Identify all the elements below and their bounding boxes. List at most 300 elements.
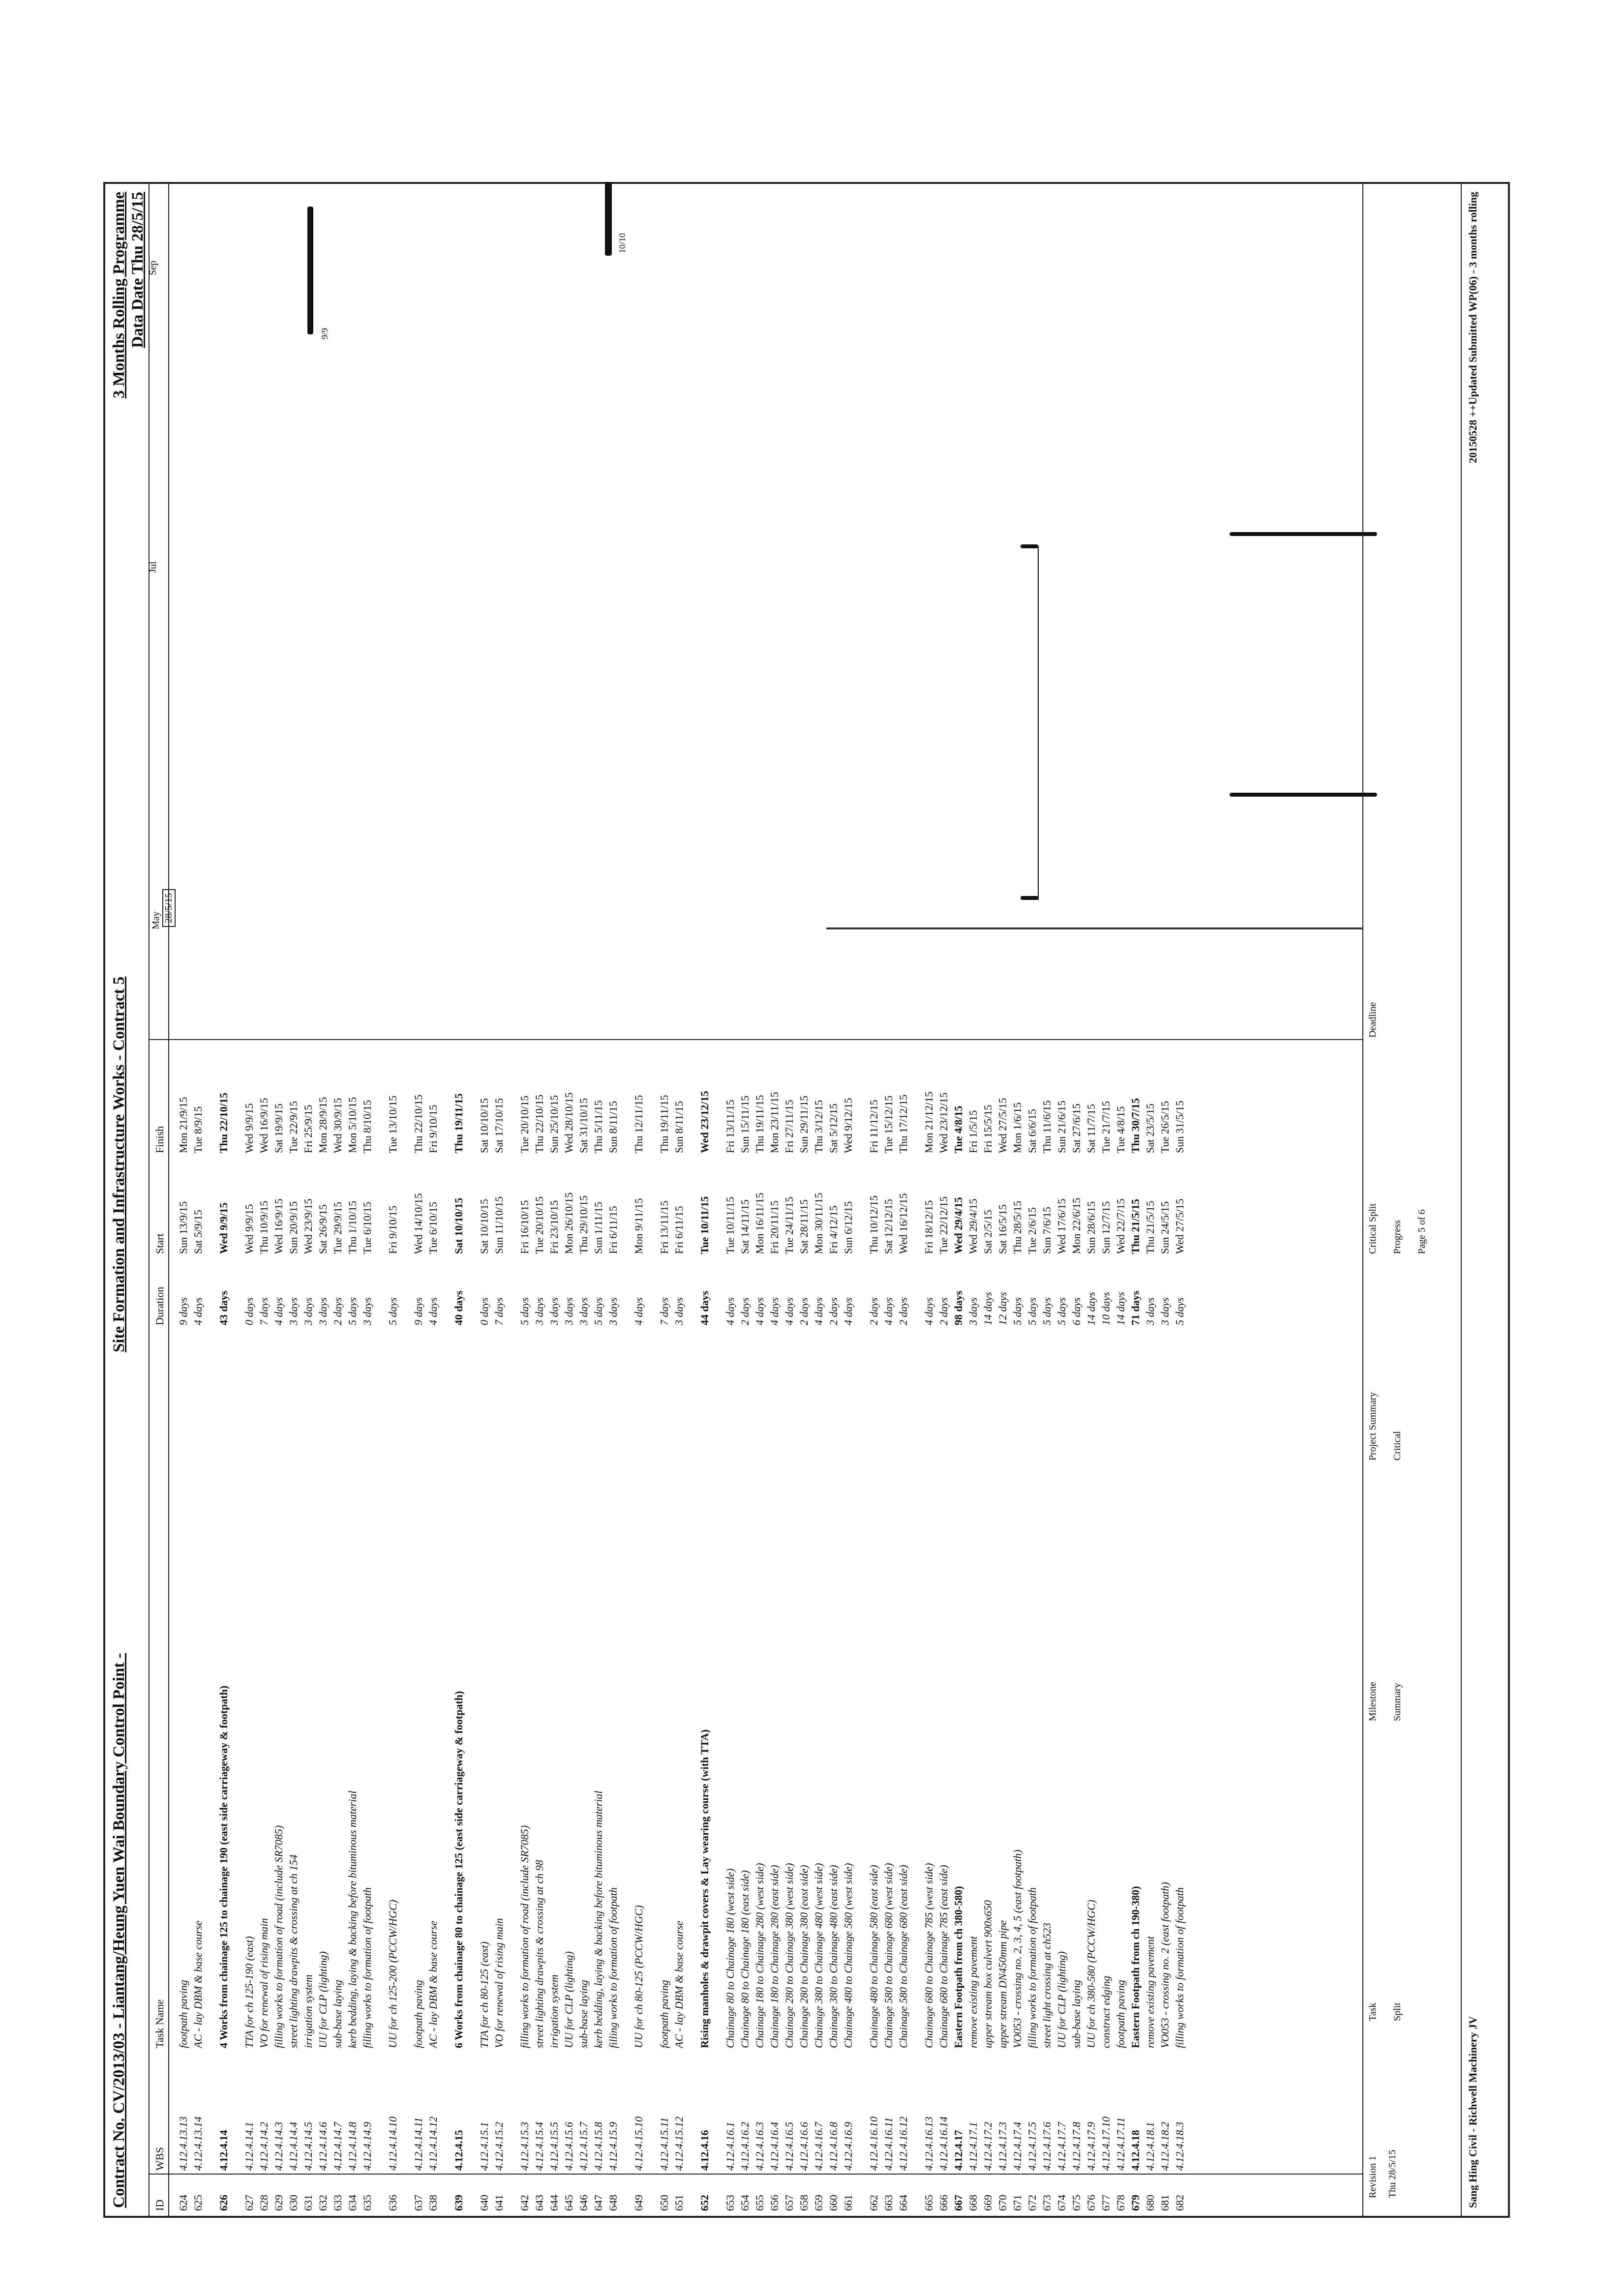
task-wbs: 4.12.4.16.6: [798, 2122, 810, 2171]
task-finish: Mon 21/12/15: [923, 1091, 935, 1153]
task-name: TTA for ch 125-190 (east): [243, 1936, 255, 2048]
task-id: 629: [272, 2195, 285, 2211]
task-start: Tue 10/11/15: [698, 1196, 711, 1254]
task-wbs: 4.12.4.16.8: [827, 2122, 840, 2171]
legend-summary: Summary: [1392, 1683, 1403, 1721]
data-date: Data Date Thu 28/5/15: [129, 192, 147, 348]
task-name: Chainage 380 to Chainage 480 (west side): [812, 1863, 825, 2048]
task-start: Wed 16/12/15: [897, 1193, 909, 1254]
task-name: Chainage 680 to Chainage 785 (west side): [923, 1863, 935, 2048]
task-start: Sun 24/5/15: [1159, 1201, 1171, 1254]
task-id: 659: [812, 2195, 825, 2211]
task-start: Tue 29/9/15: [331, 1201, 344, 1254]
month-sep: Sep: [148, 261, 158, 275]
task-id: 663: [882, 2195, 895, 2211]
gantt-bar-679-end: [1230, 532, 1377, 536]
task-duration: 3 days: [563, 1297, 575, 1325]
task-id: 631: [302, 2195, 314, 2211]
task-finish: Fri 15/5/15: [982, 1104, 994, 1153]
task-duration: 14 days: [1085, 1292, 1097, 1325]
task-id: 635: [361, 2195, 373, 2211]
task-start: Sun 28/6/15: [1085, 1201, 1097, 1254]
task-id: 656: [768, 2195, 781, 2211]
task-start: Sat 2/5/15: [982, 1210, 994, 1254]
task-name: Eastern Footpath from ch 380-580): [952, 1886, 964, 2048]
month-may: May: [150, 911, 161, 929]
task-wbs: 4.12.4.14: [217, 2130, 230, 2171]
task-id: 679: [1129, 2195, 1142, 2211]
task-duration: 2 days: [897, 1297, 909, 1325]
task-start: Fri 23/10/15: [548, 1200, 560, 1254]
task-duration: 4 days: [882, 1297, 895, 1325]
task-wbs: 4.12.4.14.8: [346, 2122, 359, 2171]
task-id: 676: [1085, 2195, 1097, 2211]
column-header-rule: [168, 182, 169, 2218]
task-start: Thu 10/9/15: [258, 1200, 270, 1254]
task-id: 651: [673, 2195, 685, 2211]
task-name: remove existing pavement: [1144, 1936, 1156, 2048]
task-finish: Tue 8/9/15: [192, 1106, 204, 1153]
task-duration: 3 days: [967, 1297, 979, 1325]
task-name: filling works to formation of footpath: [1173, 1887, 1186, 2048]
task-wbs: 4.12.4.15.7: [577, 2122, 590, 2171]
task-finish: Mon 5/10/15: [346, 1097, 359, 1153]
footer-note: 20150528 ++Updated Submitted WP(06) - 3 months rolling: [1467, 192, 1479, 463]
page-number: Page 5 of 6: [1416, 1209, 1427, 1254]
task-name: VO for renewal of rising main: [493, 1918, 505, 2048]
col-id: ID: [153, 2199, 166, 2211]
task-start: Wed 27/5/15: [1173, 1198, 1186, 1254]
task-wbs: 4.12.4.16.11: [882, 2117, 895, 2171]
task-wbs: 4.12.4.14.6: [317, 2122, 329, 2171]
task-name: footpath paving: [177, 1980, 189, 2048]
task-name: sub-base laying: [331, 1980, 344, 2048]
task-start: Fri 9/10/15: [387, 1205, 399, 1254]
task-start: Thu 28/5/15: [1011, 1200, 1023, 1254]
task-id: 673: [1041, 2195, 1053, 2211]
task-name: street lighting drawpits & crossing at ch 98: [533, 1860, 545, 2048]
task-finish: Sun 29/11/15: [798, 1095, 810, 1153]
task-finish: Thu 22/10/15: [217, 1093, 230, 1153]
site-title: Site Formation and Infrastructure Works - Contract 5: [110, 976, 128, 1352]
task-start: Sat 26/9/15: [317, 1204, 329, 1254]
task-id: 650: [658, 2195, 670, 2211]
gantt-bar-626: [307, 207, 313, 334]
task-start: Wed 9/9/15: [243, 1204, 255, 1254]
task-finish: Thu 19/11/15: [658, 1095, 670, 1153]
task-duration: 9 days: [412, 1297, 424, 1325]
task-id: 644: [548, 2195, 560, 2211]
task-name: Chainage 480 to Chainage 580 (east side): [868, 1865, 880, 2048]
task-duration: 7 days: [658, 1297, 670, 1325]
task-name: UU for CLP (lighting): [563, 1951, 575, 2048]
task-duration: 4 days: [842, 1297, 854, 1325]
task-id: 658: [798, 2195, 810, 2211]
task-wbs: 4.12.4.14.2: [258, 2122, 270, 2171]
task-name: Chainage 580 to Chainage 680 (west side): [882, 1863, 895, 2048]
task-id: 680: [1144, 2195, 1156, 2211]
task-id: 627: [243, 2195, 255, 2211]
task-name: VO053 - crossing no. 2, 3, 4, 5 (east footpath): [1011, 1849, 1023, 2048]
task-duration: 3 days: [607, 1297, 619, 1325]
task-finish: Thu 22/10/15: [533, 1094, 545, 1153]
task-finish: Sat 17/10/15: [493, 1098, 505, 1153]
task-name: sub-base laying: [577, 1980, 590, 2048]
task-name: VO053 - crossing no. 2 (east footpath): [1159, 1882, 1171, 2048]
task-start: Mon 30/11/15: [812, 1193, 825, 1254]
task-id: 625: [192, 2195, 204, 2211]
task-id: 632: [317, 2195, 329, 2211]
task-name: UU for CLP (lighting): [1055, 1951, 1068, 2048]
task-duration: 3 days: [287, 1297, 300, 1325]
task-wbs: 4.12.4.15.2: [493, 2122, 505, 2171]
task-name: footpath paving: [658, 1980, 670, 2048]
task-id: 657: [783, 2195, 795, 2211]
task-name: filling works to formation of road (include SR7085): [272, 1825, 285, 2048]
task-duration: 98 days: [952, 1290, 964, 1325]
col-divider: [149, 2174, 1363, 2175]
task-finish: Wed 30/9/15: [331, 1098, 344, 1153]
task-finish: Tue 4/8/15: [1114, 1106, 1127, 1153]
task-name: upper stream DN450mm pipe: [996, 1920, 1009, 2048]
task-wbs: 4.12.4.18.3: [1173, 2122, 1186, 2171]
task-wbs: 4.12.4.16.1: [724, 2122, 736, 2171]
task-id: 682: [1173, 2195, 1186, 2211]
task-start: Thu 10/12/15: [868, 1195, 880, 1254]
task-name: AC - lay DBM & base course: [427, 1920, 439, 2048]
task-wbs: 4.12.4.15.10: [632, 2117, 645, 2171]
task-wbs: 4.12.4.17.11: [1114, 2117, 1127, 2171]
task-wbs: 4.12.4.15.1: [478, 2122, 490, 2171]
task-finish: Fri 13/11/15: [724, 1100, 736, 1153]
task-finish: Fri 1/5/15: [967, 1110, 979, 1153]
task-finish: Sat 31/10/15: [577, 1098, 590, 1153]
footer-rule: [1461, 182, 1462, 2218]
task-start: Tue 6/10/15: [361, 1201, 373, 1254]
task-id: 624: [177, 2195, 189, 2211]
task-id: 681: [1159, 2195, 1171, 2211]
task-duration: 40 days: [452, 1290, 465, 1325]
task-finish: Thu 19/11/15: [753, 1095, 766, 1153]
task-start: Mon 16/11/15: [753, 1193, 766, 1254]
task-wbs: 4.12.4.16.5: [783, 2122, 795, 2171]
task-duration: 5 days: [592, 1297, 604, 1325]
task-finish: Sun 21/6/15: [1055, 1101, 1068, 1153]
task-start: Wed 29/4/15: [952, 1197, 964, 1254]
task-wbs: 4.12.4.14.7: [331, 2122, 344, 2171]
task-start: Wed 22/7/15: [1114, 1198, 1127, 1254]
task-duration: 2 days: [937, 1297, 950, 1325]
task-finish: Sat 23/5/15: [1144, 1103, 1156, 1153]
task-id: 660: [827, 2195, 840, 2211]
task-duration: 3 days: [548, 1297, 560, 1325]
task-name: Chainage 280 to Chainage 380 (west side): [783, 1863, 795, 2048]
task-finish: Sat 19/9/15: [272, 1103, 285, 1153]
task-duration: 14 days: [1114, 1292, 1127, 1325]
task-start: Mon 22/6/15: [1070, 1197, 1083, 1254]
task-wbs: 4.12.4.14.12: [427, 2117, 439, 2171]
task-start: Fri 13/11/15: [658, 1200, 670, 1254]
legend-milestone: Milestone: [1367, 1682, 1378, 1721]
task-name: UU for ch 380-580 (PCCW/HGC): [1085, 1900, 1097, 2048]
task-finish: Thu 11/6/15: [1041, 1100, 1053, 1153]
task-finish: Sun 15/11/15: [739, 1095, 751, 1153]
task-wbs: 4.12.4.15.3: [518, 2122, 531, 2171]
task-duration: 3 days: [1159, 1297, 1171, 1325]
task-id: 648: [607, 2195, 619, 2211]
chart-divider: [149, 1039, 1363, 1040]
task-start: Sat 10/10/15: [452, 1197, 465, 1254]
gantt-page: [103, 182, 1510, 2218]
col-wbs: WBS: [153, 2147, 166, 2171]
header-rule: [149, 182, 150, 2218]
task-finish: Wed 28/10/15: [563, 1092, 575, 1153]
task-wbs: 4.12.4.16.12: [897, 2117, 909, 2171]
legend: [1362, 182, 1456, 2218]
task-name: footpath paving: [1114, 1980, 1127, 2048]
gantt-bar-679: [1230, 793, 1377, 797]
task-wbs: 4.12.4.17.8: [1070, 2122, 1083, 2171]
contract-title: Contract No. CV/2013/03 - Liantang/Heung Yuen Wai Boundary Control Point -: [110, 1653, 128, 2208]
task-name: Chainage 180 to Chainage 280 (east side): [768, 1865, 781, 2048]
task-finish: Sat 27/6/15: [1070, 1103, 1083, 1153]
task-wbs: 4.12.4.15.9: [607, 2122, 619, 2171]
task-start: Tue 24/11/15: [783, 1196, 795, 1254]
task-id: 678: [1114, 2195, 1127, 2211]
task-wbs: 4.12.4.15.4: [533, 2122, 545, 2171]
task-id: 637: [412, 2195, 424, 2211]
task-finish: Fri 27/11/15: [783, 1100, 795, 1153]
task-wbs: 4.12.4.17.10: [1100, 2117, 1112, 2171]
task-id: 652: [698, 2195, 711, 2211]
task-id: 646: [577, 2195, 590, 2211]
task-finish: Tue 26/5/15: [1159, 1101, 1171, 1153]
task-duration: 4 days: [923, 1297, 935, 1325]
task-wbs: 4.12.4.16.4: [768, 2122, 781, 2171]
task-start: Mon 9/11/15: [632, 1198, 645, 1254]
task-start: Sun 20/9/15: [287, 1201, 300, 1254]
task-duration: 3 days: [577, 1297, 590, 1325]
task-id: 669: [982, 2195, 994, 2211]
task-finish: Mon 28/9/15: [317, 1097, 329, 1153]
task-duration: 2 days: [739, 1297, 751, 1325]
task-finish: Sun 31/5/15: [1173, 1101, 1186, 1153]
gantt-line-667: [1038, 546, 1044, 900]
task-start: Sun 12/7/15: [1100, 1201, 1112, 1254]
task-name: UU for ch 125-200 (PCCW/HGC): [387, 1900, 399, 2048]
task-name: Chainage 180 to Chainage 280 (west side): [753, 1863, 766, 2048]
task-id: 634: [346, 2195, 359, 2211]
task-finish: Fri 11/12/15: [868, 1100, 880, 1153]
task-id: 638: [427, 2195, 439, 2211]
task-id: 677: [1100, 2195, 1112, 2211]
task-name: Chainage 580 to Chainage 680 (east side): [897, 1865, 909, 2048]
task-wbs: 4.12.4.17.1: [967, 2122, 979, 2171]
task-duration: 4 days: [724, 1297, 736, 1325]
task-id: 639: [452, 2195, 465, 2211]
task-finish: Mon 21/9/15: [177, 1097, 189, 1153]
task-name: Chainage 80 to Chainage 180 (west side): [724, 1868, 736, 2048]
task-start: Sat 14/11/15: [739, 1199, 751, 1254]
task-wbs: 4.12.4.14.3: [272, 2122, 285, 2171]
task-finish: Sat 6/6/15: [1026, 1109, 1038, 1153]
task-name: footpath paving: [412, 1980, 424, 2048]
task-start: Wed 17/6/15: [1055, 1198, 1068, 1254]
task-start: Fri 16/10/15: [518, 1200, 531, 1254]
task-duration: 10 days: [1100, 1292, 1112, 1325]
task-wbs: 4.12.4.18.2: [1159, 2122, 1171, 2171]
col-task-name: Task Name: [153, 1999, 166, 2048]
task-wbs: 4.12.4.16.9: [842, 2122, 854, 2171]
task-id: 641: [493, 2195, 505, 2211]
task-name: filling works to formation of road (include SR7085): [518, 1825, 531, 2048]
task-name: Eastern Footpath from ch 190-380): [1129, 1886, 1142, 2048]
task-wbs: 4.12.4.14.10: [387, 2117, 399, 2171]
task-finish: Tue 22/9/15: [287, 1101, 300, 1153]
task-id: 670: [996, 2195, 1009, 2211]
task-id: 654: [739, 2195, 751, 2211]
task-wbs: 4.12.4.16.3: [753, 2122, 766, 2171]
task-wbs: 4.12.4.15.11: [658, 2117, 670, 2171]
task-finish: Mon 1/6/15: [1011, 1102, 1023, 1153]
task-name: VO for renewal of rising main: [258, 1918, 270, 2048]
task-duration: 12 days: [996, 1292, 1009, 1325]
task-id: 636: [387, 2195, 399, 2211]
task-duration: 4 days: [192, 1297, 204, 1325]
task-wbs: 4.12.4.13.13: [177, 2117, 189, 2171]
task-name: filling works to formation of footpath: [607, 1887, 619, 2048]
task-name: kerb bedding, laying & backing before bituminous material: [592, 1790, 604, 2048]
task-start: Thu 21/5/15: [1129, 1199, 1142, 1254]
task-name: kerb bedding, laying & backing before bituminous material: [346, 1790, 359, 2048]
task-name: street lighting drawpits & crossing at ch 154: [287, 1854, 300, 2048]
task-duration: 3 days: [361, 1297, 373, 1325]
task-wbs: 4.12.4.15.5: [548, 2122, 560, 2171]
programme-title: 3 Months Rolling Programme: [110, 192, 128, 399]
revision: Revision 1: [1367, 2155, 1378, 2198]
task-name: irrigation system: [548, 1974, 560, 2048]
task-name: irrigation system: [302, 1974, 314, 2048]
task-start: Tue 6/10/15: [427, 1201, 439, 1254]
task-wbs: 4.12.4.14.4: [287, 2122, 300, 2171]
task-name: upper stream box culvert 900x650: [982, 1900, 994, 2048]
task-duration: 4 days: [427, 1297, 439, 1325]
task-finish: Tue 13/10/15: [387, 1095, 399, 1153]
task-duration: 0 days: [478, 1297, 490, 1325]
task-finish: Tue 21/7/15: [1100, 1101, 1112, 1153]
task-duration: 5 days: [1041, 1297, 1053, 1325]
month-jul: Jul: [148, 561, 158, 573]
task-wbs: 4.12.4.17.6: [1041, 2122, 1053, 2171]
task-wbs: 4.12.4.16.7: [812, 2122, 825, 2171]
task-name: UU for CLP (lighting): [317, 1951, 329, 2048]
task-finish: Fri 9/10/15: [427, 1104, 439, 1153]
task-finish: Tue 15/12/15: [882, 1095, 895, 1153]
task-finish: Wed 9/12/15: [842, 1098, 854, 1153]
task-finish: Sun 8/11/15: [607, 1101, 619, 1153]
task-duration: 0 days: [243, 1297, 255, 1325]
status-line: [826, 927, 1362, 929]
task-duration: 5 days: [346, 1297, 359, 1325]
task-wbs: 4.12.4.16: [698, 2130, 711, 2171]
task-wbs: 4.12.4.14.5: [302, 2122, 314, 2171]
task-duration: 5 days: [1026, 1297, 1038, 1325]
task-start: Sun 1/11/15: [592, 1201, 604, 1254]
task-start: Wed 9/9/15: [217, 1202, 230, 1254]
task-name: UU for ch 80-125 (PCCW/HGC): [632, 1905, 645, 2048]
task-name: construct edging: [1100, 1975, 1112, 2048]
task-start: Sun 6/12/15: [842, 1201, 854, 1254]
milestone-label-a: 9/9: [320, 328, 330, 339]
task-name: AC - lay DBM & base course: [192, 1920, 204, 2048]
task-start: Sat 10/10/15: [478, 1199, 490, 1254]
task-duration: 71 days: [1129, 1290, 1142, 1325]
task-finish: Sun 25/10/15: [548, 1095, 560, 1153]
task-name: remove existing pavement: [967, 1936, 979, 2048]
revision-date: Thu 28/5/15: [1387, 2149, 1398, 2198]
task-name: Chainage 680 to Chainage 785 (east side): [937, 1865, 950, 2048]
task-id: 668: [967, 2195, 979, 2211]
task-name: filling works to formation of footpath: [1026, 1887, 1038, 2048]
task-finish: Tue 4/8/15: [952, 1105, 964, 1153]
legend-critical-split: Critical Split: [1367, 1203, 1378, 1254]
task-name: Chainage 380 to Chainage 480 (east side): [827, 1865, 840, 2048]
task-wbs: 4.12.4.17.3: [996, 2122, 1009, 2171]
task-start: Thu 1/10/15: [346, 1200, 359, 1254]
task-finish: Wed 16/9/15: [258, 1098, 270, 1153]
task-duration: 2 days: [331, 1297, 344, 1325]
task-finish: Wed 23/12/15: [698, 1091, 711, 1153]
task-duration: 5 days: [1011, 1297, 1023, 1325]
col-duration: Duration: [153, 1286, 166, 1325]
task-finish: Sat 5/12/15: [827, 1103, 840, 1153]
company-name: Sang Hing Civil - Richwell Machinery JV: [1467, 2016, 1479, 2208]
task-start: Sat 28/11/15: [798, 1199, 810, 1254]
task-wbs: 4.12.4.14.11: [412, 2117, 424, 2171]
task-finish: Fri 25/9/15: [302, 1104, 314, 1153]
task-duration: 6 days: [1070, 1297, 1083, 1325]
gantt-tick-667-end: [1021, 544, 1038, 548]
task-id: 661: [842, 2195, 854, 2211]
task-finish: Mon 23/11/15: [768, 1092, 781, 1153]
task-start: Fri 18/12/15: [923, 1200, 935, 1254]
gantt-tick-667: [1021, 896, 1038, 900]
milestone-label-b: 10/10: [617, 233, 627, 253]
task-wbs: 4.12.4.16.13: [923, 2117, 935, 2171]
task-start: Sat 5/9/15: [192, 1210, 204, 1254]
legend-critical: Critical: [1392, 1431, 1403, 1461]
task-wbs: 4.12.4.16.10: [868, 2117, 880, 2171]
task-id: 640: [478, 2195, 490, 2211]
task-start: Wed 16/9/15: [272, 1198, 285, 1254]
task-start: Tue 20/10/15: [533, 1196, 545, 1254]
task-name: 4 Works from chainage 125 to chainage 190 (east side carriageway & footpath): [217, 1685, 230, 2048]
task-wbs: 4.12.4.17: [952, 2130, 964, 2171]
task-name: street light crossing at ch523: [1041, 1922, 1053, 2048]
task-id: 674: [1055, 2195, 1068, 2211]
task-duration: 4 days: [632, 1297, 645, 1325]
task-id: 666: [937, 2195, 950, 2211]
task-name: TTA for ch 80-125 (east): [478, 1941, 490, 2048]
legend-deadline: Deadline: [1367, 1002, 1378, 1038]
task-start: Sat 16/5/15: [996, 1204, 1009, 1254]
task-start: Fri 4/12/15: [827, 1205, 840, 1254]
task-duration: 7 days: [258, 1297, 270, 1325]
col-start: Start: [153, 1233, 166, 1254]
task-duration: 5 days: [518, 1297, 531, 1325]
task-duration: 4 days: [783, 1297, 795, 1325]
task-duration: 14 days: [982, 1292, 994, 1325]
